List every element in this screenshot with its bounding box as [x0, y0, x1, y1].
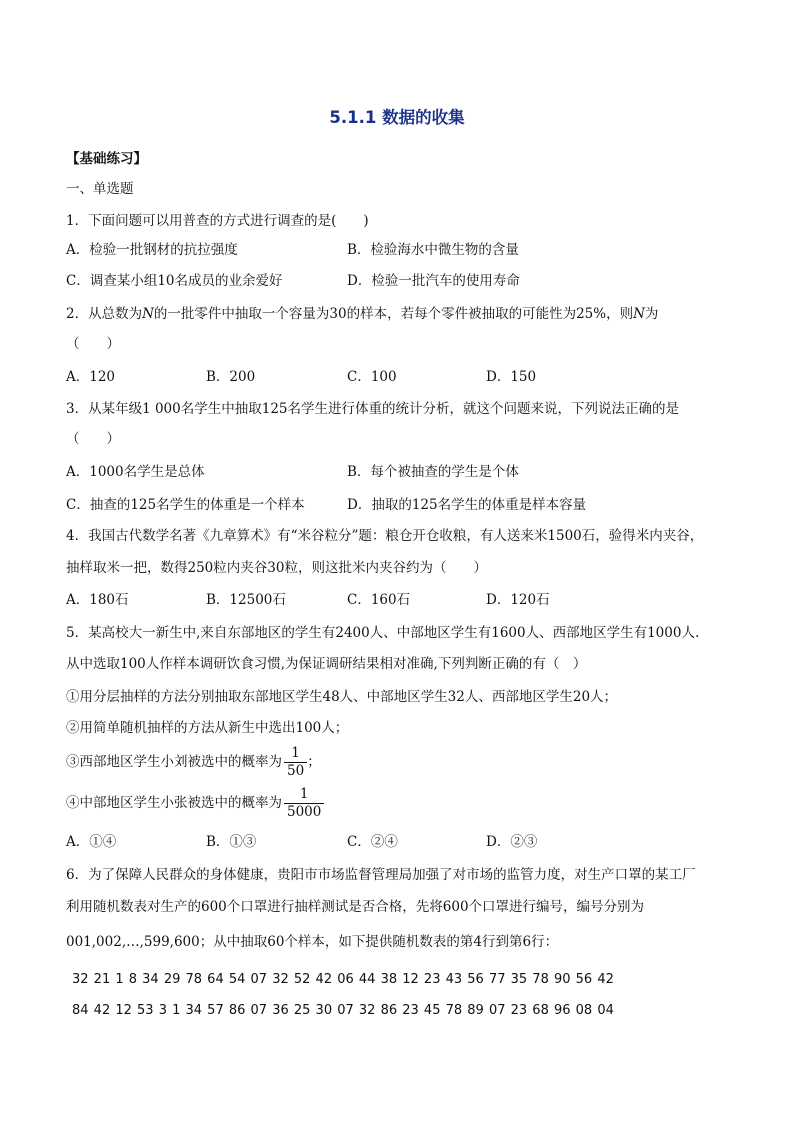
- q2-variable-n: N: [142, 306, 154, 322]
- fraction-denominator: 5000: [284, 803, 324, 821]
- q1-option-d: D．检验一批汽车的使用寿命: [347, 273, 520, 289]
- q2-variable-n-2: N: [633, 306, 645, 322]
- q6-line-2: 利用随机数表对生产的600个口罩进行抽样测试是否合格，先将600个口罩进行编号，编号分别为: [66, 899, 645, 915]
- random-number-table-row-4: 32 21 1 8 34 29 78 64 54 07 32 52 42 06 44 38 12 23 43 56 77 35 78 90 56 42: [72, 972, 614, 987]
- q5-statement-3-text: ③西部地区学生小刘被选中的概率为: [66, 754, 282, 770]
- q5-statement-4-text: ④中部地区学生小张被选中的概率为: [66, 795, 282, 811]
- q2-option-b: B．200: [206, 369, 256, 385]
- q5-option-b: B．①③: [206, 834, 257, 850]
- q3-option-b: B．每个被抽查的学生是个体: [347, 464, 519, 480]
- random-number-table-row-5: 84 42 12 53 3 1 34 57 86 07 36 25 30 07 32 86 23 45 78 89 07 23 68 96 08 04: [72, 1003, 614, 1018]
- q5-statement-3-end: ；: [307, 754, 321, 770]
- q5-statement-2: ②用简单随机抽样的方法从新生中选出100人；: [66, 720, 349, 736]
- q3-paren: （ ）: [66, 431, 120, 447]
- q4-line-1: 4．我国古代数学名著《九章算术》有“米谷粒分”题：粮仓开仓收粮，有人送来米1500石，验得米内夹谷，: [66, 528, 704, 544]
- q5-line-1: 5．某高校大一新生中,来自东部地区的学生有2400人、中部地区学生有1600人、西部地区学生有1000人.: [66, 625, 700, 641]
- subsection-heading: 一、单选题: [66, 181, 134, 197]
- q4-option-b: B．12500石: [206, 592, 286, 608]
- q2-stem-c: 为: [644, 306, 659, 322]
- q3-option-a: A．1000名学生是总体: [66, 464, 205, 480]
- page-title: 5.1.1 数据的收集: [329, 108, 465, 127]
- q2-option-d: D．150: [486, 369, 537, 385]
- q1-option-a: A．检验一批钢材的抗拉强度: [66, 242, 238, 258]
- q2-stem-a: 2．从总数为: [66, 306, 143, 322]
- q6-line-3: 001,002,…,599,600；从中抽取60个样本，如下提供随机数表的第4行到第6行：: [66, 934, 559, 950]
- q3-option-c: C．抽查的125名学生的体重是一个样本: [66, 497, 305, 513]
- q6-line-1: 6．为了保障人民群众的身体健康，贵阳市市场监督管理局加强了对市场的监管力度，对生产口罩的某工厂: [66, 867, 696, 883]
- section-heading: 【基础练习】: [66, 151, 147, 167]
- q1-option-c: C．调查某小组10名成员的业余爱好: [66, 273, 283, 289]
- q4-line-2: 抽样取米一把，数得250粒内夹谷30粒，则这批米内夹谷约为（ ）: [66, 560, 487, 576]
- q3-option-d: D．抽取的125名学生的体重是样本容量: [347, 497, 587, 513]
- q5-statement-4: [66, 785, 324, 821]
- q4-option-c: C．160石: [347, 592, 411, 608]
- q2-option-a: A．120: [66, 369, 116, 385]
- q4-option-a: A．180石: [66, 592, 129, 608]
- q5-fraction-1-5000: [284, 786, 324, 821]
- q5-option-c: C．②④: [347, 834, 398, 850]
- q2-stem: [66, 305, 658, 323]
- q5-line-2: 从中选取100人作样本调研饮食习惯,为保证调研结果相对准确,下列判断正确的有（ ）: [66, 656, 587, 672]
- fraction-numerator: 1: [299, 786, 309, 802]
- q5-option-d: D．②③: [486, 834, 538, 850]
- q2-paren: （ ）: [66, 336, 120, 352]
- q3-stem: 3．从某年级1 000名学生中抽取125名学生进行体重的统计分析，就这个问题来说，下列说法正确的是: [66, 401, 680, 417]
- q2-option-c: C．100: [347, 369, 397, 385]
- q5-statement-3: [66, 744, 321, 780]
- q2-stem-b: 的一批零件中抽取一个容量为30的样本，若每个零件被抽取的可能性为25%，则: [153, 306, 634, 322]
- q4-option-d: D．120石: [486, 592, 550, 608]
- q5-option-a: A．①④: [66, 834, 117, 850]
- q5-statement-1: ①用分层抽样的方法分别抽取东部地区学生48人、中部地区学生32人、西部地区学生20人；: [66, 689, 618, 705]
- fraction-numerator: 1: [291, 745, 300, 761]
- q1-stem: 1．下面问题可以用普查的方式进行调查的是( ): [66, 213, 369, 229]
- q5-fraction-1-50: [284, 745, 307, 780]
- fraction-denominator: 50: [284, 762, 307, 780]
- q1-option-b: B．检验海水中微生物的含量: [347, 242, 519, 258]
